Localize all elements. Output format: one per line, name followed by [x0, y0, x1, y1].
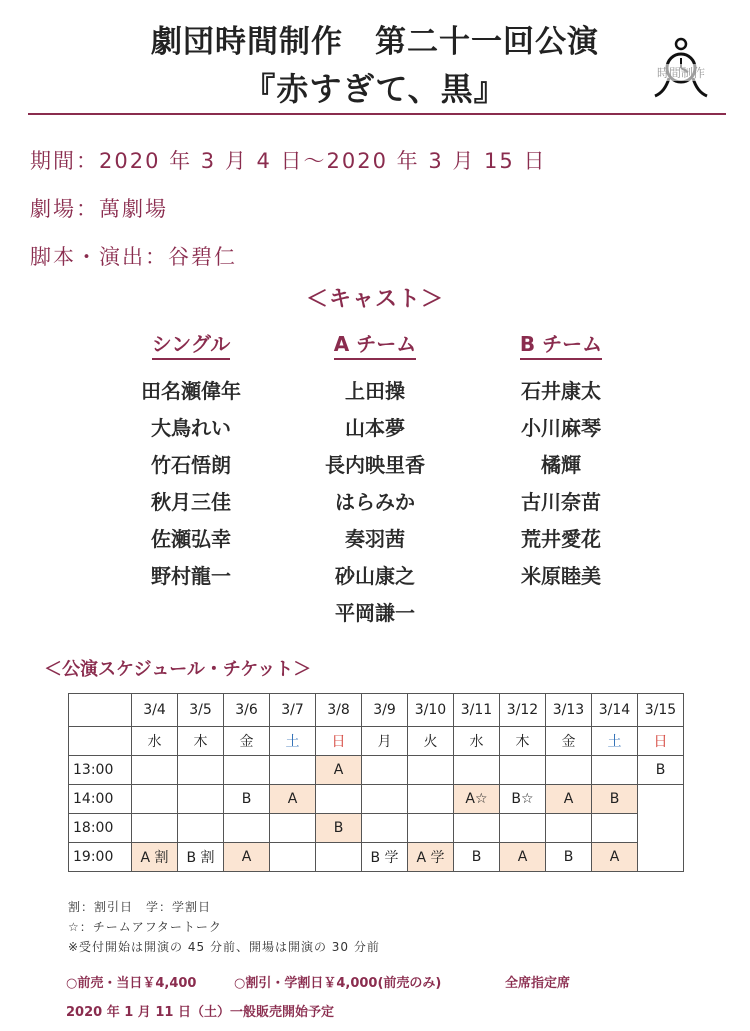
schedule-weekday-cell: 日	[316, 727, 362, 756]
schedule-performance-cell: B 学	[362, 843, 408, 872]
schedule-date-cell: 3/15	[638, 694, 684, 727]
schedule-time-label: 18:00	[69, 814, 132, 843]
schedule-performance-cell	[546, 814, 592, 843]
cast-name: 野村龍一	[151, 564, 231, 588]
schedule-performance-cell	[178, 814, 224, 843]
cast-name: 秋月三佳	[151, 490, 231, 514]
schedule-performance-cell	[132, 814, 178, 843]
schedule-time-row	[69, 814, 684, 843]
schedule-performance-cell	[132, 785, 178, 814]
schedule-performance-cell	[316, 785, 362, 814]
cast-name: 大鳥れい	[151, 416, 231, 440]
schedule-performance-cell	[408, 785, 454, 814]
reserved-seating: 全席指定席	[505, 976, 571, 991]
troupe-logo	[645, 36, 717, 102]
schedule-weekday-cell: 金	[546, 727, 592, 756]
performance-period: 期間：2020 年 3 月 4 日～2020 年 3 月 15 日	[30, 149, 547, 173]
cast-name: 小川麻琴	[521, 416, 601, 440]
schedule-performance-cell: B 割	[178, 843, 224, 872]
schedule-performance-cell	[178, 785, 224, 814]
logo-text: 時間制作	[645, 64, 717, 81]
schedule-performance-cell: B	[454, 843, 500, 872]
schedule-performance-cell	[454, 756, 500, 785]
column-title-team-a: A チーム	[334, 332, 416, 360]
schedule-performance-cell: A	[546, 785, 592, 814]
cast-column-title	[285, 328, 465, 357]
schedule-date-cell: 3/13	[546, 694, 592, 727]
schedule-performance-cell	[592, 756, 638, 785]
schedule-performance-cell	[408, 814, 454, 843]
cast-heading: ＜キャスト＞	[305, 287, 444, 312]
cast-name: 平岡謙一	[335, 601, 415, 625]
cast-name: 佐瀬弘幸	[151, 527, 231, 551]
schedule-weekday-cell: 月	[362, 727, 408, 756]
schedule-weekday-cell: 水	[132, 727, 178, 756]
schedule-empty-cell	[638, 785, 684, 872]
schedule-date-cell: 3/7	[270, 694, 316, 727]
schedule-corner-cell	[69, 694, 132, 727]
schedule-performance-cell	[316, 843, 362, 872]
schedule-performance-cell: A 割	[132, 843, 178, 872]
cast-column-title	[471, 328, 651, 357]
schedule-performance-cell	[408, 756, 454, 785]
cast-name: 山本夢	[345, 416, 405, 440]
cast-list-single	[101, 376, 281, 598]
schedule-performance-cell	[224, 814, 270, 843]
schedule-weekday-cell: 木	[178, 727, 224, 756]
cast-name: 上田操	[345, 379, 405, 403]
schedule-performance-cell: A	[316, 756, 362, 785]
schedule-performance-cell	[500, 814, 546, 843]
header-divider	[28, 113, 726, 115]
schedule-time-row	[69, 785, 684, 814]
cast-name: 荒井愛花	[521, 527, 601, 551]
schedule-performance-cell	[178, 756, 224, 785]
column-title-team-b: B チーム	[520, 332, 602, 360]
reception-note: ※受付開始は開演の 45 分前、開場は開演の 30 分前	[68, 940, 380, 954]
cast-name: 竹石悟朗	[151, 453, 231, 477]
schedule-time-row	[69, 756, 684, 785]
schedule-performance-cell	[270, 843, 316, 872]
schedule-performance-cell: B	[638, 756, 684, 785]
schedule-weekday-cell: 日	[638, 727, 684, 756]
price-regular: ○前売・当日￥4,400	[66, 976, 197, 991]
cast-name: 砂山康之	[335, 564, 415, 588]
schedule-performance-cell: A	[500, 843, 546, 872]
schedule-performance-cell	[132, 756, 178, 785]
column-title-single: シングル	[152, 332, 231, 360]
schedule-performance-cell: B	[592, 785, 638, 814]
schedule-weekday-row	[69, 727, 684, 756]
schedule-weekday-cell: 土	[270, 727, 316, 756]
schedule-heading: ＜公演スケジュール・チケット＞	[44, 659, 312, 680]
cast-column-title	[101, 328, 281, 357]
schedule-time-row	[69, 843, 684, 872]
writer-director: 脚本・演出：谷碧仁	[30, 245, 237, 269]
schedule-performance-cell: B	[224, 785, 270, 814]
cast-list-team-b	[471, 376, 651, 598]
schedule-date-cell: 3/9	[362, 694, 408, 727]
cast-name: 長内映里香	[325, 453, 425, 477]
schedule-performance-cell	[592, 814, 638, 843]
schedule-table	[68, 693, 684, 872]
legend-note: 割：割引日 学：学割日	[68, 900, 212, 914]
schedule-performance-cell: A	[224, 843, 270, 872]
schedule-weekday-cell: 金	[224, 727, 270, 756]
schedule-time-label: 14:00	[69, 785, 132, 814]
schedule-performance-cell	[362, 785, 408, 814]
schedule-performance-cell	[270, 814, 316, 843]
schedule-date-cell: 3/12	[500, 694, 546, 727]
schedule-time-label: 19:00	[69, 843, 132, 872]
schedule-performance-cell	[362, 814, 408, 843]
schedule-date-cell: 3/8	[316, 694, 362, 727]
schedule-performance-cell: A☆	[454, 785, 500, 814]
schedule-date-cell: 3/14	[592, 694, 638, 727]
cast-name: 石井康太	[521, 379, 601, 403]
schedule-performance-cell: B☆	[500, 785, 546, 814]
schedule-weekday-cell: 土	[592, 727, 638, 756]
cast-name: 米原睦美	[521, 564, 601, 588]
schedule-performance-cell	[362, 756, 408, 785]
schedule-performance-cell	[546, 756, 592, 785]
cast-list-team-a	[285, 376, 465, 635]
schedule-performance-cell: A	[592, 843, 638, 872]
play-title: 『赤すぎて、黒』	[243, 70, 507, 108]
sale-start-date: 2020 年 1 月 11 日（土）一般販売開始予定	[66, 1005, 334, 1020]
cast-name: 橘輝	[541, 453, 581, 477]
production-title: 劇団時間制作 第二十一回公演	[151, 24, 599, 60]
schedule-weekday-cell: 木	[500, 727, 546, 756]
cast-name: 奏羽茜	[345, 527, 405, 551]
schedule-performance-cell: A	[270, 785, 316, 814]
cast-name: 田名瀬偉年	[141, 379, 241, 403]
schedule-time-label: 13:00	[69, 756, 132, 785]
schedule-date-cell: 3/6	[224, 694, 270, 727]
schedule-performance-cell	[224, 756, 270, 785]
schedule-date-cell: 3/5	[178, 694, 224, 727]
schedule-corner-cell	[69, 727, 132, 756]
schedule-performance-cell: B	[316, 814, 362, 843]
schedule-date-cell: 3/4	[132, 694, 178, 727]
cast-name: 古川奈苗	[521, 490, 601, 514]
schedule-date-cell: 3/11	[454, 694, 500, 727]
schedule-weekday-cell: 火	[408, 727, 454, 756]
schedule-date-cell: 3/10	[408, 694, 454, 727]
schedule-weekday-cell: 水	[454, 727, 500, 756]
schedule-date-row	[69, 694, 684, 727]
cast-name: はらみか	[335, 490, 415, 514]
schedule-performance-cell: B	[546, 843, 592, 872]
schedule-performance-cell	[500, 756, 546, 785]
schedule-performance-cell	[454, 814, 500, 843]
theater: 劇場：萬劇場	[30, 197, 168, 221]
schedule-performance-cell	[270, 756, 316, 785]
price-discount: ○割引・学割日￥4,000(前売のみ)	[234, 976, 442, 991]
legend-note: ☆：チームアフタートーク	[68, 920, 222, 934]
schedule-performance-cell: A 学	[408, 843, 454, 872]
